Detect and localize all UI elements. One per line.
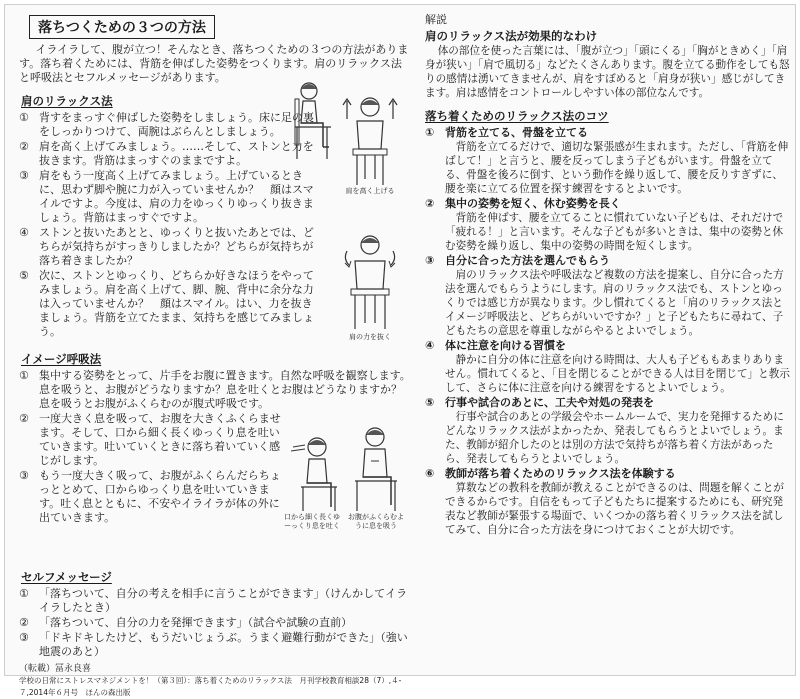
breathing-heading: イメージ呼吸法 xyxy=(21,352,102,366)
self-message-heading: セルフメッセージ xyxy=(21,570,112,584)
tip-item: ⑤ 行事や試合のあとに、工夫や対処の発表を 行事や試合のあとの学級会やホームルームで、実力を発揮するためにどんなリラックス法がよかったか、発表してもらうとよいでしょう。また、教師が紹介したのとは別の方法で気持ちが落ち着く方法があったら、発表してもらうとよいでしょう。 xyxy=(425,396,791,466)
intro-paragraph: イライラして、腹が立つ！そんなとき、落ちつくための３つの方法があります。落ち着くためには、背筋を伸ばした姿勢をつくります。肩のリラックス法と呼吸法とセフルメッセージがあります。 xyxy=(19,43,409,84)
page-title: 落ちつくための３つの方法 xyxy=(29,15,215,39)
breathing-section xyxy=(19,351,411,530)
list-item: ① 「落ちついて、自分の考えを相手に言うことができます」（けんかしてイライラしたとき） xyxy=(19,587,408,614)
effective-heading: 肩のリラックス法が効果的なわけ xyxy=(425,29,598,43)
handout-page xyxy=(4,4,796,697)
list-item: ④ ストンと抜いたあとと、ゆっくりと抜いたあとでは、どちらが気持ちがすっきりしましたか？どちらが気持ちが落ち着きましたか？ xyxy=(19,226,314,267)
tip-title: 教師が落ち着くためのリラックス法を体験する xyxy=(445,467,676,480)
tip-item: ③ 自分に合った方法を選んでもらう 肩のリラックス法や呼吸法など複数の方法を提案し、自分に合った方法を選んでもらうようにします。肩のリラックス法でも、ストンとゆっくりでは感じ方が異なります。少し慣れてくると「肩のリラックス法とイメージ呼吸法と、どちらがいいですか？」と子どもたちに尋ねて、子どもたちの意思を尊重しながらやるとよいでしょう。 xyxy=(425,254,791,338)
caption-exhale: 口から細く長くゆーっくり息を吐く xyxy=(284,513,340,530)
girl-exhale-icon xyxy=(281,433,343,513)
caption-raise: 肩を高く上げる xyxy=(345,187,395,195)
exhale-illustration xyxy=(281,433,343,531)
girl-raise-shoulders-icon xyxy=(339,93,401,187)
effective-paragraph: 体の部位を使った言葉には、「腹が立つ」「頭にくる」「胸がときめく」「肩身が狭い」「肩で風切る」などたくさんあります。腹を立てる動作をしても怒りの感情は湧いてきませんが、肩をすぼめると「肩身が狭い」感じがしてきます。肩は感情をコントロールしやすい体の部位なんです。 xyxy=(425,45,790,99)
list-item: ① 集中する姿勢をとって、片手をお腹に置きます。自然な呼吸を観察します。息を吸うと、お腹がどうなりますか？息を吐くとお腹はどうなりますか？息を吸うとお腹がふくらむのが腹式呼吸です。 xyxy=(19,369,411,410)
right-column xyxy=(425,11,791,537)
tip-title: 自分に合った方法を選んでもらう xyxy=(445,254,610,267)
tip-body: 静かに自分の体に注意を向ける時間は、大人も子どももあまりありません。慣れてくると、「目を閉じることができる人は目を閉じて」と教示して、さらに体に注意を向ける練習をするとよいでしょう。 xyxy=(445,354,790,394)
tip-item: ① 背筋を立てる、骨盤を立てる 背筋を立てるだけで、適切な緊張感が生まれます。ただし、「背筋を伸ばして！」と言うと、腰を反ってしまう子どもがいます。骨盤を立てる、骨盤を後ろに倒す、という動作を繰り返して、腰を反りすぎずに、腰を楽に立てる位置を探す練習をするとよいです。 xyxy=(425,126,791,196)
tip-title: 集中の姿勢を短く、休む姿勢を長く xyxy=(445,197,621,210)
tip-item: ⑥ 教師が落ち着くためのリラックス法を体験する 算数などの教科を教師が教えることができるのは、問題を解くことができるからです。自信をもって子どもたちに提案するためにも、研究発表など教師が緊張する場面で、いくつかの落ち着くリラックス法を試してみて、自分に合った方法を身につけておくことが大切です。 xyxy=(425,467,791,537)
list-item: ③ 「ドキドキしたけど、もうだいじょうぶ。うまく避難行動ができた」（強い地震のあと） xyxy=(19,631,408,658)
list-item: ③ 肩をもう一度高く上げてみましょう。上げているときに、思わず脚や腕に力が入っていませんか？ 顔はスマイルですよ。今度は、肩の力をゆっくりゆっくり抜きましょう。背筋はまっすぐですよ。 xyxy=(19,169,314,224)
tip-title: 背筋を立てる、骨盤を立てる xyxy=(445,126,588,139)
tip-title: 体に注意を向ける習慣を xyxy=(445,339,566,352)
list-item: ⑤ 次に、ストンとゆっくり、どちらか好きなほうをやってみましょう。肩を高く上げて、脚、腕、背中に余分な力は入っていませんか？ 顔はスマイル。はい、力を抜きましょう。背筋を立てたまま、気持ちを感じてみましょう。 xyxy=(19,269,314,338)
tip-body: 行事や試合のあとの学級会やホームルームで、実力を発揮するためにどんなリラックス法がよかったか、発表してもらうとよいでしょう。また、教師が紹介したのとは別の方法で気持ちが落ち着く方法があったら、発表してもらうとよいでしょう。 xyxy=(445,411,784,465)
tip-body: 背筋を伸ばす、腰を立てることに慣れていない子どもは、それだけで「疲れる！」と言います。そんな子どもが多いときは、集中の姿勢と休む姿勢を繰り返し、集中の姿勢の時間を短くします。 xyxy=(445,212,784,252)
credit-block xyxy=(19,663,411,699)
list-item: ② 肩を高く上げてみましょう。……そして、ストンと力を抜きます。背筋はまっすぐのままですよ。 xyxy=(19,140,314,167)
credit-author: （転載）冨永良喜 xyxy=(19,664,92,674)
tips-heading: 落ち着くためのリラックス法のコツ xyxy=(425,109,609,123)
shoulder-list xyxy=(19,111,319,339)
left-column xyxy=(19,15,411,699)
inhale-illustration xyxy=(345,423,407,531)
list-item: ① 背すをまっすぐ伸ばした姿勢をしましょう。床に足の裏をしっかりつけて、両腕はぶらんとしましょう。 xyxy=(19,111,314,138)
credit-source: 学校の日常にストレスマネジメントを！（第３回）：落ち着くためのリラックス法 月刊学校教育相談28（7）,４-７,2014年６月号 ほんの森出版 xyxy=(19,676,402,697)
self-message-section xyxy=(19,569,411,659)
shoulder-section xyxy=(19,93,411,339)
breathing-list xyxy=(19,412,283,525)
tip-body: 算数などの教科を教師が教えることができるのは、問題を解くことができるからです。自信をもって子どもたちに提案するためにも、研究発表など教師が緊張する場面で、いくつかの落ち着くリラックス法を試してみて、自分に合った方法を身につけておくことが大切です。 xyxy=(445,482,784,536)
caption-inhale: お腹がふくらむように息を吸う xyxy=(348,513,404,530)
tip-body: 背筋を立てるだけで、適切な緊張感が生まれます。ただし、「背筋を伸ばして！」と言うと、腰を反ってしまう子どもがいます。骨盤を立てる、骨盤を後ろに倒す、という動作を繰り返して、腰を反りすぎずに、腰を楽に立てる位置を探す練習をするとよいです。 xyxy=(445,141,789,195)
tip-item: ② 集中の姿勢を短く、休む姿勢を長く 背筋を伸ばす、腰を立てることに慣れていない子どもは、それだけで「疲れる！」と言います。そんな子どもが多いときは、集中の姿勢と休む姿勢を繰り返し、集中の姿勢の時間を短くします。 xyxy=(425,197,791,253)
shoulder-heading: 肩のリラックス法 xyxy=(21,94,113,108)
list-item: ② 「落ちついて、自分の力を発揮できます」（試合や試験の直前） xyxy=(19,616,353,629)
caption-release: 肩の力を抜く xyxy=(349,333,391,341)
girl-sitting-side-icon xyxy=(287,79,347,161)
girl-inhale-icon xyxy=(345,423,407,513)
tip-body: 肩のリラックス法や呼吸法など複数の方法を提案し、自分に合った方法を選んでもらうようにします。肩のリラックス法でも、ストンとゆっくりでは感じ方が異なります。少し慣れてくると「肩のリラックス法とイメージ呼吸法と、どちらがいいですか？」と子どもたちに尋ねて、子どもたちの意思を尊重しながらやるとよいでしょう。 xyxy=(445,269,784,337)
list-item: ③ もう一度大きく吸って、お腹がふくらんだらちょっととめて、口からゆっくり息を吐いていきます。吐く息とともに、不安やイライラが体の外に出ていきます。 xyxy=(19,469,281,524)
tip-title: 行事や試合のあとに、工夫や対処の発表を xyxy=(445,396,654,409)
seated-posture-illustration xyxy=(287,79,347,161)
tip-item: ④ 体に注意を向ける習慣を 静かに自分の体に注意を向ける時間は、大人も子どももあまりありません。慣れてくると、「目を閉じることができる人は目を閉じて」と教示して、さらに体に注意を向ける練習をするとよいでしょう。 xyxy=(425,339,790,394)
list-item: ② 一度大きく息を吸って、お腹を大きくふくらませます。そして、口から細く長くゆっくり息を吐いていきます。吐いていくときに落ち着いていく感じがします。 xyxy=(19,412,281,467)
girl-release-shoulders-icon xyxy=(337,229,403,333)
explain-label: 解説 xyxy=(425,13,447,26)
release-shoulders-illustration xyxy=(337,229,403,342)
raise-shoulders-illustration xyxy=(339,93,401,196)
